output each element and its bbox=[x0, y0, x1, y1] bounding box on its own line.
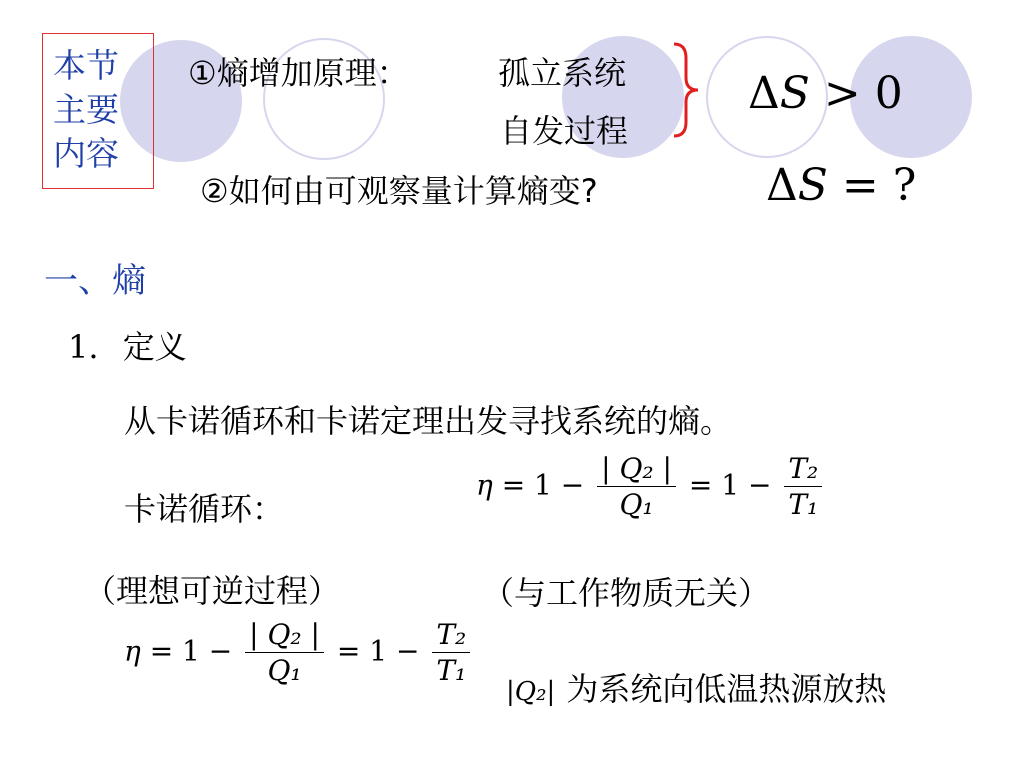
point1-label: ①熵增加原理： bbox=[188, 54, 409, 92]
entropy-symbol: S bbox=[779, 68, 810, 119]
efficiency-formula-2 bbox=[124, 618, 474, 688]
relation: = ? bbox=[827, 160, 917, 211]
point1-cond-isolated: 孤立系统 bbox=[498, 54, 627, 92]
numerator-t2: T₂ bbox=[432, 618, 470, 653]
point1-cond-spontaneous: 自发过程 bbox=[500, 112, 629, 150]
denominator-t1: T₁ bbox=[436, 653, 467, 687]
temperature-ratio-fraction bbox=[784, 452, 822, 522]
temperature-ratio-fraction bbox=[432, 618, 470, 688]
delta-symbol: Δ bbox=[748, 68, 780, 119]
contents-box bbox=[42, 33, 154, 189]
entropy-change-formula bbox=[766, 160, 916, 211]
subsection-name: 定义 bbox=[122, 328, 187, 366]
denominator-q1: Q₁ bbox=[619, 487, 654, 521]
q2-symbol: |Q₂| bbox=[506, 677, 556, 707]
reversible-note: （理想可逆过程） bbox=[84, 572, 341, 610]
relation: > 0 bbox=[809, 68, 903, 119]
equals-one-minus: = 1 − bbox=[336, 634, 420, 668]
equals-one-minus: = 1 − bbox=[501, 468, 585, 502]
carnot-label: 卡诺循环： bbox=[124, 490, 285, 528]
right-brace-icon bbox=[668, 40, 708, 140]
subsection-number: 1. bbox=[68, 328, 99, 366]
heat-ratio-fraction bbox=[597, 452, 676, 522]
entropy-symbol: S bbox=[797, 160, 828, 211]
denominator-t1: T₁ bbox=[788, 487, 819, 521]
q2-explanation bbox=[506, 664, 886, 710]
section-title: 一、熵 bbox=[44, 261, 146, 301]
numerator-q2: | Q₂ | bbox=[597, 452, 676, 487]
numerator-t2: T₂ bbox=[784, 452, 822, 487]
equals-one-minus: = 1 − bbox=[149, 634, 233, 668]
efficiency-formula-1 bbox=[476, 452, 826, 522]
eta-symbol: η bbox=[124, 634, 141, 668]
entropy-increase-formula bbox=[748, 68, 903, 119]
numerator-q2: | Q₂ | bbox=[245, 618, 324, 653]
denominator-q1: Q₁ bbox=[267, 653, 302, 687]
contents-line-1: 本节 bbox=[53, 46, 119, 85]
contents-line-3: 内容 bbox=[53, 134, 119, 173]
delta-symbol: Δ bbox=[766, 160, 798, 211]
point2-label: ②如何由可观察量计算熵变? bbox=[200, 172, 598, 210]
equals-one-minus: = 1 − bbox=[688, 468, 772, 502]
heat-ratio-fraction bbox=[245, 618, 324, 688]
q2-description: 为系统向低温热源放热 bbox=[566, 670, 887, 708]
contents-line-2: 主要 bbox=[53, 90, 119, 129]
substance-independent-note: （与工作物质无关） bbox=[482, 574, 771, 612]
eta-symbol: η bbox=[476, 468, 493, 502]
intro-text: 从卡诺循环和卡诺定理出发寻找系统的熵。 bbox=[124, 402, 733, 440]
subsection-title bbox=[68, 322, 187, 368]
